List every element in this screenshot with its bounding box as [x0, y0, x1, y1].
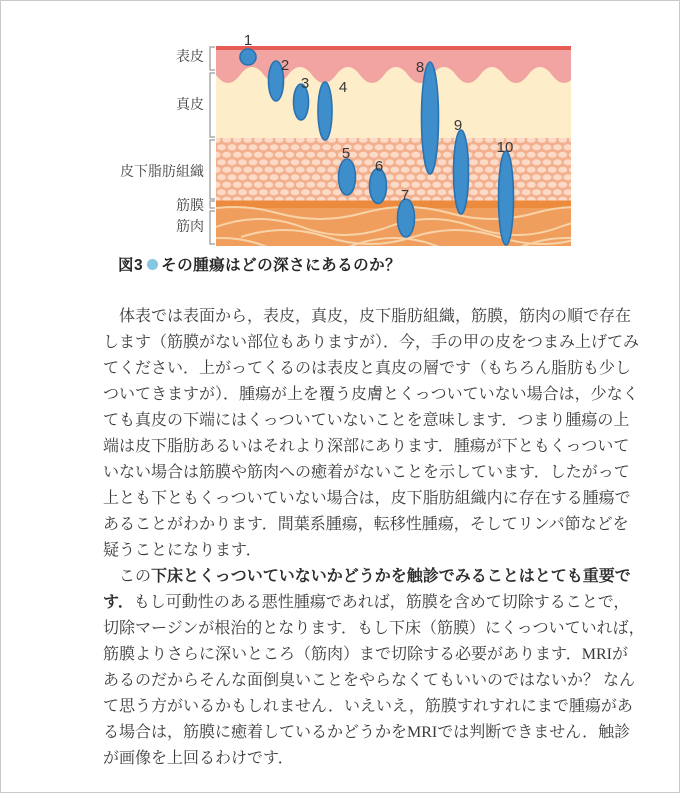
layer-name-labels — [120, 48, 204, 234]
layer-subcutaneous-fat — [216, 138, 571, 201]
body-line: いない場合は筋膜や筋肉への癒着がないことを示しています．したがって — [103, 464, 630, 481]
body-line: 切除マージンが根治的となります．もし下床（筋膜）にくっついていれば， — [103, 620, 645, 637]
body-line: てください．上がってくるのは表皮と真皮の層です（もちろん脂肪も少し — [103, 360, 632, 377]
body-line: 端は皮下脂肪あるいはそれより深部にあります．腫瘍が下ともくっついて — [103, 438, 630, 455]
body-line: あるのだからそんな面倒臭いことをやらなくてもいいのではないか？ なん — [103, 672, 636, 689]
figure-caption — [118, 253, 401, 275]
body-line-bold-segment: 下床とくっついていないかどうかを触診でみることはとても重要で — [151, 568, 631, 585]
body-line — [103, 590, 630, 616]
figure-caption-text: その腫瘍はどの深さにあるのか？ — [161, 257, 402, 274]
figure-caption-number: 図3 — [118, 257, 144, 274]
tumor-10-ellipse — [499, 151, 514, 245]
label-subcutaneous-fat: 皮下脂肪組織 — [120, 163, 204, 179]
bracket-fascia — [210, 201, 215, 208]
tumor-9-number: 9 — [453, 117, 463, 134]
body-line: て思う方がいるかもしれません．いえいえ，筋膜すれすれにまで腫瘍があ — [103, 698, 633, 715]
body-line-bold-segment: す． — [103, 594, 134, 611]
skin-surface-line — [216, 46, 571, 50]
tumor-1-ellipse — [240, 49, 256, 65]
bracket-muscle — [210, 211, 215, 244]
tumor-1-number: 1 — [243, 32, 253, 49]
caption-bullet-icon — [147, 259, 158, 270]
layer-brackets — [210, 47, 215, 244]
body-line — [103, 564, 631, 590]
bracket-subcutaneous-fat — [210, 140, 215, 199]
tumor-7-number: 7 — [400, 187, 410, 204]
body-line: 上とも下ともくっついていない場合は，皮下脂肪組織内に存在する腫瘍で — [103, 490, 631, 507]
bracket-dermis — [210, 73, 215, 137]
tumor-5-number: 5 — [341, 145, 351, 162]
label-dermis: 真皮 — [176, 96, 204, 112]
tumor-8-number: 8 — [415, 59, 425, 76]
body-line: 疑うことになります． — [103, 542, 262, 559]
body-line: 体表では表面から，表皮，真皮，皮下脂肪組織，筋膜，筋肉の順で存在 — [103, 308, 632, 325]
body-line: ついてきますが）．腫瘍が上を覆う皮膚とくっついていない場合は，少なく — [103, 386, 639, 403]
body-line: ても真皮の下端にはくっついていないことを意味します．つまり腫瘍の上 — [103, 412, 630, 429]
tumor-9-ellipse — [454, 130, 469, 214]
body-line-segment: この — [103, 568, 152, 585]
body-line: します（筋膜がない部位もありますが）．今，手の甲の皮をつまみ上げてみ — [103, 334, 640, 351]
tumor-6-number: 6 — [374, 158, 384, 175]
body-line: 筋膜よりさらに深いところ（筋肉）まで切除する必要があります．MRIが — [103, 646, 628, 663]
skin-layers — [179, 46, 646, 251]
tumor-2-number: 2 — [280, 57, 290, 74]
label-muscle: 筋肉 — [176, 218, 204, 234]
bracket-epidermis — [210, 47, 215, 70]
body-line-segment: もし可動性のある悪性腫瘍であれば，筋膜を含めて切除することで， — [133, 594, 630, 611]
tumor-7-ellipse — [398, 199, 415, 237]
tumor-4-number: 4 — [338, 79, 348, 96]
label-fascia: 筋膜 — [176, 197, 204, 213]
tumor-3-number: 3 — [300, 75, 310, 92]
tumor-8-ellipse — [422, 62, 439, 174]
layer-muscle — [216, 208, 571, 246]
tumor-4-ellipse — [318, 82, 332, 140]
body-line: あることがわかります．間葉系腫瘍，転移性腫瘍，そしてリンパ節などを — [103, 516, 629, 533]
skin-depth-diagram — [1, 1, 680, 251]
tumor-5-ellipse — [339, 159, 356, 195]
label-epidermis: 表皮 — [176, 48, 204, 64]
body-line: が画像を上回るわけです． — [103, 750, 294, 767]
body-line: る場合は，筋膜に癒着しているかどうかをMRIでは判断できません．触診 — [103, 724, 631, 741]
body-text — [103, 304, 645, 772]
tumor-10-number: 10 — [496, 139, 514, 156]
